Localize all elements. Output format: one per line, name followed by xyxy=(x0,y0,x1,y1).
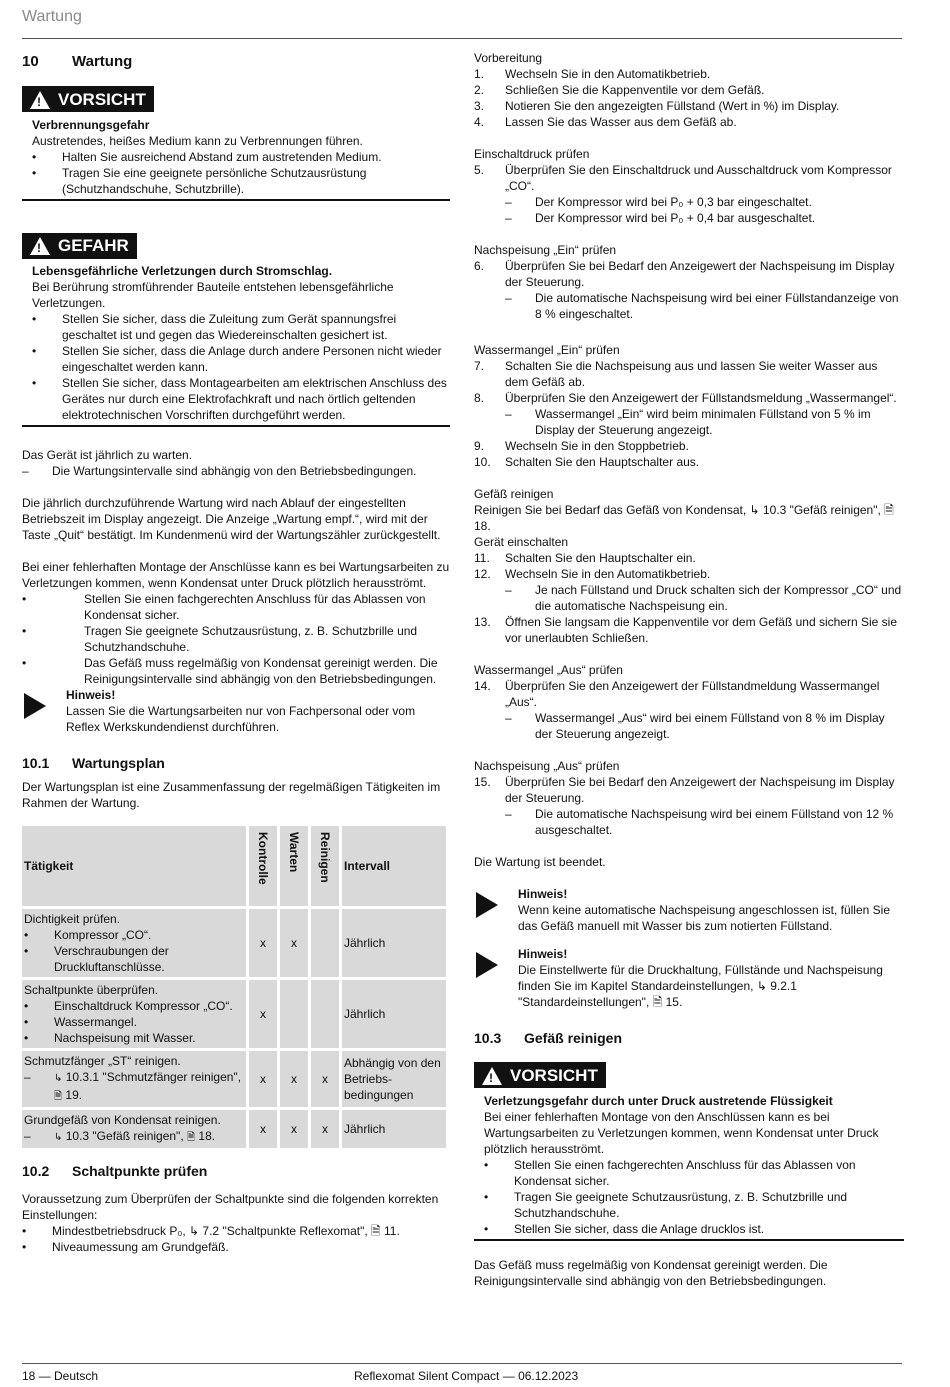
caution-badge: ! VORSICHT xyxy=(474,1062,606,1088)
step-item: 1. Wechseln Sie in den Automatikbetrieb. xyxy=(474,67,711,81)
table-header: Kontrolle xyxy=(249,826,277,906)
footer-page-number: 18 — Deutsch xyxy=(22,1369,99,1383)
right-column xyxy=(474,50,904,1289)
sub-item: – Der Kompressor wird bei P₀ + 0,3 bar eingeschaltet. xyxy=(505,195,812,209)
maintenance-table xyxy=(19,823,449,1151)
table-header: Tätigkeit xyxy=(22,826,246,906)
step-item: 14. Überprüfen Sie den Anzeigewert der Füllstandmeldung Wassermangel „Aus“. xyxy=(474,679,880,709)
caution-box-pressure: ! VORSICHT Verletzungsgefahr durch unter Druck austretende Flüssigkeit Bei einer fehlerhaften Montage von den Anschlüssen kann es bei Wartungsarbeiten zu Verletzungen kommen, wenn Kondensat unter Druck plötzlich herausströmt. • Stellen Sie einen fachgerechten Anschluss für das Ablassen von Kondensat sicher. • Tragen Sie geeignete Schutzausrüstung, z. B. Schutzbrille und Schutzhandschuhe. • Stellen Sie sicher, dass die Anlage drucklos ist. xyxy=(474,1062,904,1241)
caution-text: Austretendes, heißes Medium kann zu Verbrennungen führen. xyxy=(32,133,363,148)
step-item: 5. Überprüfen Sie den Einschaltdruck und Ausschaltdruck vom Kompressor „CO“. xyxy=(474,163,892,193)
table-row: Schaltpunkte überprüfen. • Einschaltdruck Kompressor „CO“. • Wassermangel. • Nachspeisung mit Wasser. x Jährlich xyxy=(22,980,446,1048)
caution-title: Verbrennungsgefahr xyxy=(32,117,150,132)
step-item: 2. Schließen Sie die Kappenventile vor dem Gefäß. xyxy=(474,83,765,97)
list-item: • Stellen Sie sicher, dass die Anlage drucklos ist. xyxy=(484,1221,765,1236)
paragraph: Das Gerät ist jährlich zu warten. xyxy=(22,448,193,462)
danger-badge: ! GEFAHR xyxy=(22,233,137,259)
sub-item: – Der Kompressor wird bei P₀ + 0,4 bar ausgeschaltet. xyxy=(505,211,816,225)
list-item: • Das Gefäß muss regelmäßig von Kondensat gereinigt werden. Die Reinigungsintervalle sind abhängig von den Betriebsbedingungen. xyxy=(22,656,438,686)
list-item: • Stellen Sie sicher, dass die Anlage durch andere Personen nicht wieder eingeschaltet werden kann. xyxy=(32,344,442,374)
page-icon: 🗎 xyxy=(187,1132,196,1143)
warning-icon: ! xyxy=(482,1067,502,1085)
table-row: Dichtigkeit prüfen. • Kompressor „CO“. • Verschraubungen der Druckluftanschlüsse. x x Jährlich xyxy=(22,909,446,977)
note-box: Hinweis! Lassen Sie die Wartungsarbeiten nur von Fachpersonal oder vom Reflex Werkskundendienst durchführen. xyxy=(22,687,450,735)
subheading: Gerät einschalten xyxy=(474,535,569,549)
table-header: Reinigen xyxy=(311,826,339,906)
paragraph: Bei einer fehlerhaften Montage der Anschlüsse kann es bei Wartungsarbeiten zu Verletzungen kommen, wenn Kondensat unter Druck plötzlich herausströmt. xyxy=(22,560,450,590)
footer-divider xyxy=(22,1363,902,1364)
step-item: 13. Öffnen Sie langsam die Kappenventile vor dem Gefäß und sichern Sie sie vor unerlaubten Schließen. xyxy=(474,615,898,645)
danger-box-electric xyxy=(22,233,450,428)
subheading: Gefäß reinigen xyxy=(474,487,554,501)
arrow-right-icon xyxy=(24,693,46,719)
warning-icon: ! xyxy=(30,237,50,255)
reference-arrow-icon: ↳ xyxy=(54,1132,63,1143)
subheading: Wassermangel „Ein“ prüfen xyxy=(474,343,620,357)
step-item: 6. Überprüfen Sie bei Bedarf den Anzeigewert der Nachspeisung im Display der Steuerung. xyxy=(474,259,895,289)
arrow-right-icon xyxy=(476,892,498,918)
list-item: • Stellen Sie sicher, dass die Zuleitung zum Gerät spannungsfrei geschaltet ist und gegen das Wiedereinschalten gesichert ist. xyxy=(32,312,397,342)
page-header: Wartung xyxy=(22,8,82,25)
note-box: Hinweis! Wenn keine automatische Nachspeisung angeschlossen ist, füllen Sie das Gefäß manuell mit Wasser bis zum notierten Füllstand. xyxy=(474,886,904,934)
table-header: Intervall xyxy=(342,826,446,906)
subheading: Nachspeisung „Ein“ prüfen xyxy=(474,243,617,257)
section-heading-10: 10 Wartung xyxy=(22,53,133,70)
sub-item: – Die automatische Nachspeisung wird bei einem Füllstand von 12 % ausgeschaltet. xyxy=(505,807,894,837)
caution-badge: ! VORSICHT xyxy=(22,86,154,112)
cross-reference-link[interactable]: 10.3 "Gefäß reinigen", xyxy=(65,1129,184,1143)
paragraph: Voraussetzung zum Überprüfen der Schaltpunkte sind die folgenden korrekten Einstellungen: xyxy=(22,1192,439,1222)
reference-arrow-icon: ↳ xyxy=(54,1073,63,1084)
list-item: • Tragen Sie geeignete Schutzausrüstung, z. B. Schutzbrille und Schutzhandschuhe. xyxy=(22,624,418,654)
paragraph: Reinigen Sie bei Bedarf das Gefäß von Kondensat, ↳ 10.3 "Gefäß reinigen", 🗎 18. xyxy=(474,503,894,533)
table-header-row xyxy=(22,826,446,906)
step-item: 15. Überprüfen Sie bei Bedarf den Anzeigewert der Nachspeisung im Display der Steuerung. xyxy=(474,775,895,805)
list-item: • Stellen Sie einen fachgerechten Anschluss für das Ablassen von Kondensat sicher. xyxy=(484,1157,856,1188)
page-icon: 🗎 xyxy=(54,1091,63,1102)
step-item: 3. Notieren Sie den angezeigten Füllstand (Wert in %) im Display. xyxy=(474,99,840,113)
step-item: 9. Wechseln Sie in den Stoppbetrieb. xyxy=(474,439,689,453)
paragraph: Der Wartungsplan ist eine Zusammenfassung der regelmäßigen Tätigkeiten im Rahmen der Wartung. xyxy=(22,780,441,810)
subheading: Nachspeisung „Aus“ prüfen xyxy=(474,759,620,773)
paragraph: Die jährlich durchzuführende Wartung wird nach Ablauf der eingestellten Betriebszeit im Display angezeigt. Die Anzeige „Wartung empf.“, wird mit der Taste „Quit“ bestätigt. Im Kundenmenü wird der Wartungszähler zurückgestellt. xyxy=(22,496,441,542)
table-header: Warten xyxy=(280,826,308,906)
list-item: • Tragen Sie eine geeignete persönliche Schutzausrüstung (Schutzhandschuhe, Schutzbrille). xyxy=(32,165,367,196)
sub-item: – Die automatische Nachspeisung wird bei einer Füllstandanzeige von 8 % eingeschaltet. xyxy=(505,291,899,321)
subheading: Einschaltdruck prüfen xyxy=(474,147,590,161)
paragraph: Die Wartung ist beendet. xyxy=(474,855,606,869)
section-heading-10-3: 10.3 Gefäß reinigen xyxy=(474,1030,623,1046)
list-item: • Stellen Sie einen fachgerechten Anschluss für das Ablassen von Kondensat sicher. xyxy=(22,592,426,622)
step-item: 11. Schalten Sie den Hauptschalter ein. xyxy=(474,551,696,565)
left-column xyxy=(22,50,450,1255)
step-item: 7. Schalten Sie die Nachspeisung aus und lassen Sie weiter Wasser aus dem Gefäß ab. xyxy=(474,359,878,389)
arrow-right-icon xyxy=(476,952,498,978)
table-row: Grundgefäß von Kondensat reinigen. – ↳ 10.3 "Gefäß reinigen", 🗎 18. x x x Jährlich xyxy=(22,1110,446,1148)
paragraph: Das Gefäß muss regelmäßig von Kondensat gereinigt werden. Die Reinigungsintervalle sind abhängig von den Betriebsbedingungen. xyxy=(474,1257,828,1288)
step-item: 12. Wechseln Sie in den Automatikbetrieb. xyxy=(474,567,711,581)
footer-document-title: Reflexomat Silent Compact — 06.12.2023 xyxy=(354,1369,579,1383)
list-item: – Die Wartungsintervalle sind abhängig von den Betriebsbedingungen. xyxy=(22,464,417,478)
caution-box-burn xyxy=(22,86,450,201)
subheading: Wassermangel „Aus“ prüfen xyxy=(474,663,623,677)
list-item: • Stellen Sie sicher, dass Montagearbeiten am elektrischen Anschluss des Gerätes nur durch eine Elektrofachkraft und nach örtlich geltenden elektrotechnischen Vorschriften durchgeführt werden. xyxy=(32,376,447,422)
sub-item: – Wassermangel „Ein“ wird beim minimalen Füllstand von 5 % im Display der Steuerung angezeigt. xyxy=(505,407,871,437)
list-item: • Mindestbetriebsdruck P₀, ↳ 7.2 "Schaltpunkte Reflexomat", 🗎 11. xyxy=(22,1224,400,1238)
section-heading-10-1: 10.1 Wartungsplan xyxy=(22,755,165,771)
cross-reference-link[interactable]: 10.3.1 "Schmutzfänger reinigen", xyxy=(65,1070,242,1084)
danger-text: Bei Berührung stromführender Bauteile entstehen lebensgefährliche Verletzungen. xyxy=(32,280,394,310)
sub-item: – Wassermangel „Aus“ wird bei einem Füllstand von 8 % im Display der Steuerung angezeigt. xyxy=(505,711,885,741)
subheading: Vorbereitung xyxy=(474,51,543,65)
warning-icon: ! xyxy=(30,91,50,109)
sub-item: – Je nach Füllstand und Druck schalten sich der Kompressor „CO“ und die automatische Nachspeisung ein. xyxy=(505,583,902,613)
step-item: 4. Lassen Sie das Wasser aus dem Gefäß ab. xyxy=(474,115,737,129)
list-item: • Tragen Sie geeignete Schutzausrüstung, z. B. Schutzbrille und Schutzhandschuhe. xyxy=(484,1189,848,1220)
list-item: • Niveaumessung am Grundgefäß. xyxy=(22,1240,229,1254)
list-item: • Halten Sie ausreichend Abstand zum austretenden Medium. xyxy=(32,149,382,164)
header-divider xyxy=(22,38,902,39)
step-item: 8. Überprüfen Sie den Anzeigewert der Füllstandsmeldung „Wassermangel“. xyxy=(474,391,897,405)
note-box: Hinweis! Die Einstellwerte für die Druckhaltung, Füllstände und Nachspeisung finden Sie im Kapitel Standardeinstellungen, ↳ 9.2.1 "Standardeinstellungen", 🗎 15. xyxy=(474,946,904,1010)
table-row: Schmutzfänger „ST“ reinigen. – ↳ 10.3.1 "Schmutzfänger reinigen", 🗎 19. x x x Abhängig von den Betriebsbedingungen xyxy=(22,1051,446,1107)
section-heading-10-2: 10.2 Schaltpunkte prüfen xyxy=(22,1163,208,1179)
step-item: 10. Schalten Sie den Hauptschalter aus. xyxy=(474,455,700,469)
danger-title: Lebensgefährliche Verletzungen durch Stromschlag. xyxy=(32,264,333,278)
